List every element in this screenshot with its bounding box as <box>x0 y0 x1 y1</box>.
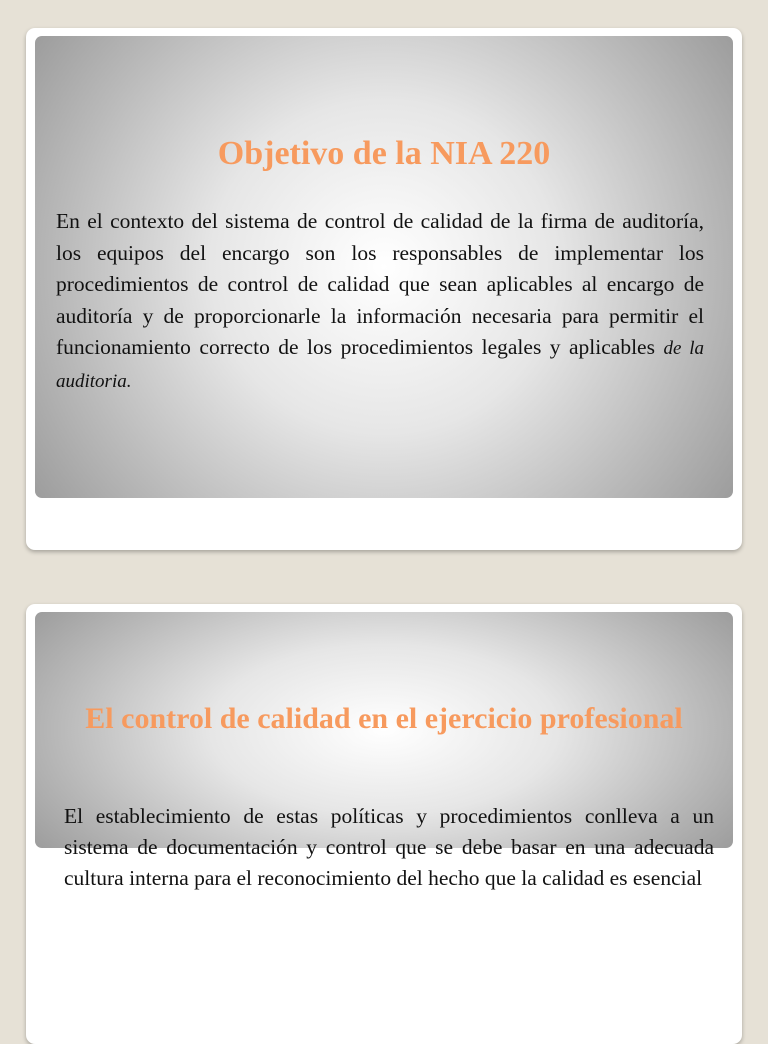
slide-2 <box>26 604 742 1044</box>
slide-1-body-main: En el contexto del sistema de control de calidad de la firma de auditoría, los equipos del encargo son los responsables de implementar los procedimientos de control de calidad que sean aplicables al encargo de auditoría y de proporcionarle la información necesaria para permitir el funcionamiento correcto de los procedimientos legales y aplicables <box>56 209 704 359</box>
slide-1 <box>26 28 742 550</box>
slide-1-title: Objetivo de la NIA 220 <box>217 135 551 172</box>
slide-1-body-emphasis: de la auditoria. <box>56 338 704 392</box>
slide-2-body: El establecimiento de estas políticas y procedimientos conlleva a un sistema de documentación y control que se debe basar en una adecuada cultura interna para el reconocimiento del hecho que la calidad es esencial <box>64 804 714 890</box>
slide-2-title: El control de calidad en el ejercicio profesional <box>85 702 683 735</box>
slide-1-body <box>56 206 704 397</box>
